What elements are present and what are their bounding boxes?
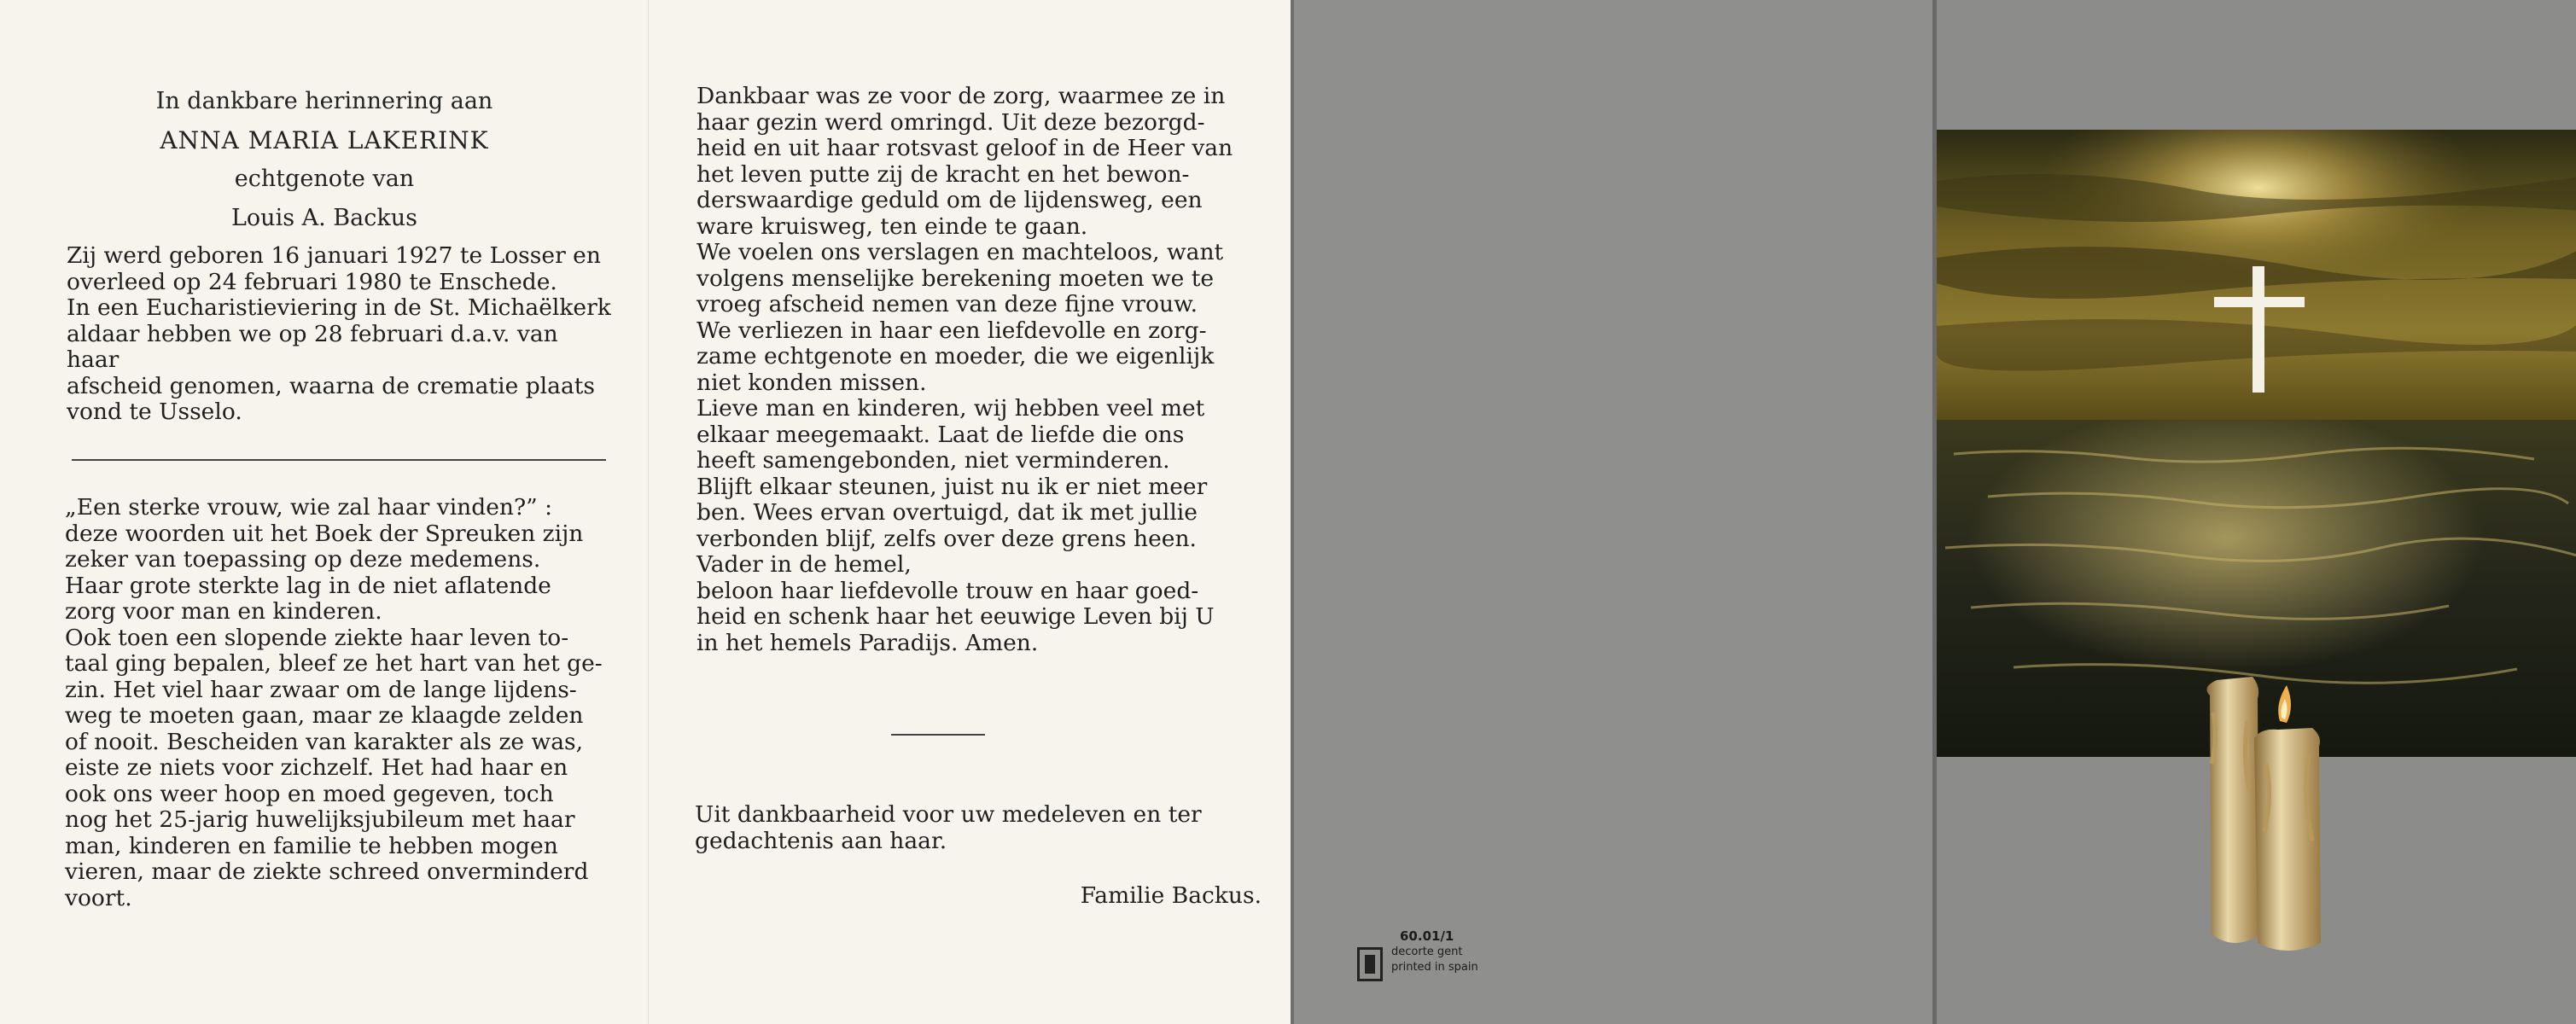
publisher-logo-icon [1357, 947, 1383, 981]
flame-icon [2278, 685, 2291, 723]
publisher-colophon [1349, 928, 1553, 983]
thanks-paragraph: Uit dankbaarheid voor uw medeleven en ter gedachtenis aan haar. [695, 801, 1202, 854]
intro-line: In dankbare herinnering aan [155, 88, 493, 114]
printed-in: printed in spain [1391, 961, 1478, 974]
card-code: 60.01/1 [1400, 928, 1454, 944]
candle-left-icon [2206, 677, 2259, 943]
short-divider-line [891, 734, 985, 736]
tribute-paragraph: „Een sterke vrouw, wie zal haar vinden?” : deze woorden uit het Boek der Spreuken zijn zeker van toepassing op deze medemens. Haar grote sterkte lag in de niet aflatende zorg voor man en kinderen. Ook toen een slopende ziekte haar leven to- taal ging bepalen, bleef ze het hart van het ge- zin. Het viel haar zwaar om de lange lijdens- weg te moeten gaan, maar ze klaagde zelden of nooit. Bescheiden van karakter als ze was, eiste ze niets voor zichzelf. Het had haar en ook ons weer hoop en moed gegeven, toch nog het 25-jarig huwelijksjubileum met haar man, kinderen en familie te hebben mogen vieren, maar de ziekte schreed onverminderd voort. [65, 494, 603, 911]
publisher-name: decorte gent [1391, 945, 1463, 958]
inner-left-page [0, 0, 649, 1024]
back-cover [1291, 0, 1932, 1024]
candle-right-icon [2254, 728, 2321, 951]
divider-line [72, 459, 606, 461]
spouse-name: Louis A. Backus [231, 205, 417, 231]
relation-line: echtgenote van [234, 166, 415, 192]
candles-image [2193, 661, 2338, 956]
inner-right-page [649, 0, 1291, 1024]
family-signature: Familie Backus. [1080, 882, 1262, 909]
biography-paragraph: Zij werd geboren 16 januari 1927 te Losser en overleed op 24 februari 1980 te Enschede. In een Eucharistieviering in de St. Michaëlkerk aldaar hebben we op 28 februari d.a.v. van haar afscheid genomen, waarna de crematie plaats vond te Usselo. [67, 242, 611, 425]
front-cover [1932, 0, 2576, 1024]
prayer-paragraph: Dankbaar was ze voor de zorg, waarmee ze in haar gezin werd omringd. Uit deze bezorgd- heid en uit haar rotsvast geloof in de Heer van het leven putte zij de kracht en het bewon- derswaardige geduld om de lijdensweg, een ware kruisweg, ten einde te gaan. We voelen ons verslagen en machteloos, want volgens menselijke berekening moeten we te vroeg afscheid nemen van deze fijne vrouw. We verliezen in haar een liefdevolle en zorg- zame echtgenote en moeder, die we eigenlijk niet konden missen. Lieve man en kinderen, wij hebben veel met elkaar meegemaakt. Laat de liefde die ons heeft samengebonden, niet verminderen. Blijft elkaar steunen, juist nu ik er niet meer ben. Wees ervan overtuigd, dat ik met jullie verbonden blijf, zelfs over deze grens heen. Vader in de hemel, beloon haar liefdevolle trouw en haar goed- heid en schenk haar het eeuwige Leven bij U in het hemels Paradijs. Amen. [696, 83, 1233, 656]
deceased-name: ANNA MARIA LAKERINK [160, 126, 489, 154]
